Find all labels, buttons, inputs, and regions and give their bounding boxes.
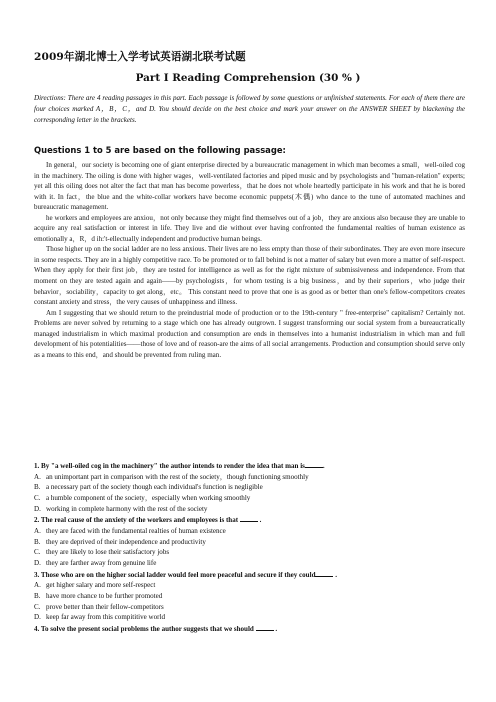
option-text: they are faced with the fundamental realties of human existence bbox=[46, 526, 226, 535]
part-title: Part I Reading Comprehension (30 % ) bbox=[135, 72, 361, 84]
directions-text: Directions: There are 4 reading passages in this part. Each passage is followed by some questions or unfinished statements. For each of them there are four choices marked A，B，C，and D. You should decide on the best choice and mark your answer on the ANSWER SHEET by blackening the corresponding letter in the brackets. bbox=[34, 94, 465, 125]
option-row bbox=[34, 504, 465, 515]
question-stem bbox=[34, 569, 465, 581]
question-stem-text: 4. To solve the present social problems the author suggests that we should bbox=[34, 624, 254, 633]
option-letter: A. bbox=[34, 581, 41, 590]
option-letter: D. bbox=[34, 613, 41, 622]
option-row bbox=[34, 591, 465, 602]
option-text: keep far away from this compititive world bbox=[46, 613, 165, 622]
option-row bbox=[34, 547, 465, 558]
option-letter: C. bbox=[34, 493, 41, 502]
question-item bbox=[34, 569, 465, 623]
question-stem-text: 3. Those who are on the higher social ladder would feel more peaceful and secure if they could bbox=[34, 570, 316, 579]
question-stem bbox=[34, 460, 465, 472]
option-letter: C. bbox=[34, 548, 41, 557]
option-letter: B. bbox=[34, 591, 41, 600]
option-text: working in complete harmony with the rest of the society bbox=[46, 504, 208, 513]
option-row bbox=[34, 526, 465, 537]
answer-blank bbox=[240, 514, 258, 522]
option-letter: B. bbox=[34, 483, 41, 492]
question-stem-end: . bbox=[322, 462, 325, 470]
option-text: have more chance to be further promoted bbox=[46, 591, 163, 600]
answer-blank bbox=[315, 569, 333, 577]
question-stem bbox=[34, 623, 465, 635]
question-stem-end: . bbox=[335, 570, 338, 579]
section-heading: Questions 1 to 5 are based on the following passage: bbox=[34, 145, 286, 155]
passage-paragraph: he workers and employees are anxiou，not only because they might find themselves out of a job，they are anxious also because they are unable to acquire any real satisfaction or interest in life. They live and die without ever having confronted the fundamental realties of human existence as emotionally a，R，d ih:'t-ellectually independent and productive human beings. bbox=[34, 213, 465, 243]
question-stem-end: . bbox=[275, 624, 278, 633]
option-text: they are likely to lose their satisfactory jobs bbox=[46, 548, 170, 557]
option-letter: B. bbox=[34, 537, 41, 546]
option-row bbox=[34, 493, 465, 504]
option-text: a humble component of the society，especially when working smoothly bbox=[46, 493, 251, 502]
question-item bbox=[34, 460, 465, 514]
question-item bbox=[34, 514, 465, 568]
option-row bbox=[34, 482, 465, 493]
option-row bbox=[34, 580, 465, 591]
option-row bbox=[34, 472, 465, 483]
reading-passage bbox=[34, 160, 465, 360]
option-row bbox=[34, 537, 465, 548]
option-row bbox=[34, 558, 465, 569]
option-text: get higher salary and more self-respect bbox=[46, 581, 156, 590]
option-letter: A. bbox=[34, 472, 41, 481]
option-letter: A. bbox=[34, 526, 41, 535]
question-list bbox=[34, 460, 465, 635]
question-item bbox=[34, 623, 465, 635]
passage-paragraph: In general，our society is becoming one of giant enterprise directed by a bureaucratic management in which man becomes a small，well-oiled cog in the machinery. The oiling is done with higher wages，well-ventilated factories and piped music and by psychologists and "human-relation" experts; yet all this oiling does not alter the fact that man has become powerless，that he does not whole heartedly participate in his work and that he is bored with it. In fact，the blue and the white-collar workers have become economic puppets(木偶) who dance to the tune of automated machines and bureaucratic management. bbox=[34, 161, 465, 212]
option-letter: C. bbox=[34, 602, 41, 611]
option-text: an unimportant part in comparison with the rest of the society，though functioning smoothly bbox=[46, 472, 309, 481]
document-title: 2009年湖北博士入学考试英语湖北联考试题 bbox=[34, 51, 246, 63]
question-stem-text: 2. The real cause of the anxiety of the workers and employees is that bbox=[34, 516, 239, 525]
passage-paragraph: Those higher up on the social ladder are no less anxious. Their lives are no less empty than those of their subordinates. They are even more insecure in some respects. They are in a highly competitive race. To be promoted or to fall behind is not a matter of salary but even more a matter of self-respect. When they apply for their first job，they are tested for intelligence as well as for the right mixture of submissiveness and independence. From that moment on they are tested again and again——by psychologists，for whom testing is a big business，and by their superiors，who judge their behavior，sociability，capacity to get along，etc。 This constant need to prove that one is as good as or better than one's fellow-competitors creates constant anxiety and stress，the very causes of unhappiness and illness. bbox=[34, 245, 465, 307]
question-stem-text: 1. By "a well-oiled cog in the machinery" the author intends to render the idea that man is bbox=[34, 462, 305, 470]
option-text: a necessary part of the society though each individual's function is negligible bbox=[46, 483, 263, 492]
passage-paragraph: Am I suggesting that we should return to the preindustrial mode of production or to the 19th-century " free-enterprise" capitalism? Certainly not. Problems are never solved by returning to a stage which one has already outgrown. I suggest transforming our social system from a bureaucratically managed industrialism in which maximal production and consumption are ends in themselves into a humanist industrialism in which man and full development of his potentialities——those of love and of reason-are the aims of all social arrangements. Production and consumption should serve only as a means to this end，and should be prevented from ruling man. bbox=[34, 308, 465, 359]
answer-blank bbox=[305, 460, 323, 468]
option-letter: D. bbox=[34, 504, 41, 513]
question-stem bbox=[34, 514, 465, 526]
answer-blank bbox=[256, 623, 274, 631]
question-stem-end: . bbox=[259, 516, 262, 525]
option-text: they are farther away from genuine life bbox=[46, 558, 157, 567]
option-row bbox=[34, 612, 465, 623]
option-letter: D. bbox=[34, 558, 41, 567]
option-text: prove better than their fellow-competitors bbox=[46, 602, 164, 611]
option-row bbox=[34, 602, 465, 613]
option-text: they are deprived of their independence and productivity bbox=[46, 537, 206, 546]
